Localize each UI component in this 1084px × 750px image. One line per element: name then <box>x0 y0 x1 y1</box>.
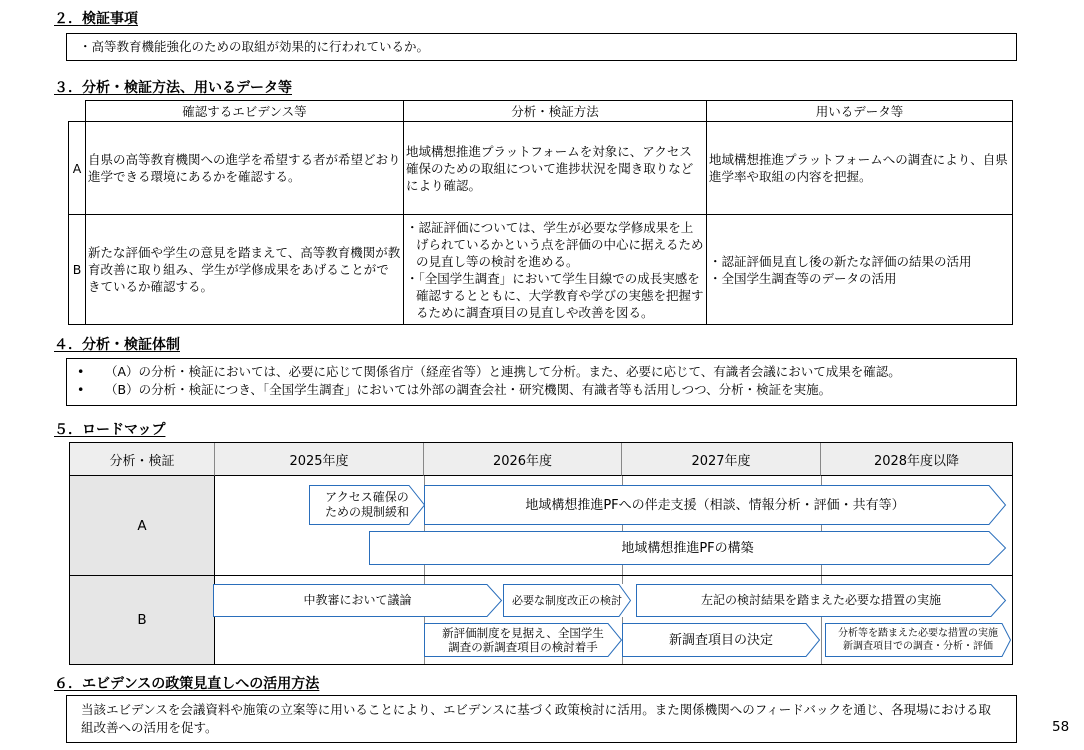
utilization-box <box>66 695 1017 743</box>
data-cell: 地域構想推進プラットフォームへの調査により、自県進学率や取組の内容を把握。 <box>707 122 1013 215</box>
row-label: A <box>69 122 86 215</box>
roadmap-arrow-b6 <box>825 623 1011 657</box>
roadmap-arrow-b2-text: 必要な制度改正の検討 <box>512 594 622 607</box>
verification-item-box <box>66 33 1017 61</box>
method-item: ・「全国学生調査」において学生目線での成長実感を確認するとともに、大学教育や学びの実態を把握するために調査項目の見直しや改善を図る。 <box>406 270 704 320</box>
data-cell <box>707 215 1013 325</box>
section-6-heading: ６．エビデンスの政策見直しへの活用方法 <box>54 676 320 692</box>
row-label: B <box>69 215 86 325</box>
corner-cell <box>69 101 86 122</box>
table-row <box>69 122 1013 215</box>
roadmap-arrow-b4 <box>424 623 622 657</box>
utilization-text: 当該エビデンスを会議資料や施策の立案等に用いることにより、エビデンスに基づく政策検討に活用。また関係機関へのフィードバックを通じ、各現場における取組改善への活用を促す。 <box>81 702 992 735</box>
method-item: ・認証評価については、学生が必要な学修成果を上げられているかという点を評価の中心に据えるための見直し等の検討を進める。 <box>406 219 704 269</box>
roadmap-row-label-a: A <box>70 476 215 575</box>
list-item: • （A）の分析・検証においては、必要に応じて関係省庁（経産省等）と連携して分析。また、必要に応じて、有識者会議において成果を確認。 <box>77 363 1006 381</box>
roadmap-arrow-b5 <box>622 623 820 657</box>
roadmap-arrow-a1-text: アクセス確保の ための規制緩和 <box>324 490 409 519</box>
section-2-heading: ２．検証事項 <box>54 11 138 27</box>
column-header: 確認するエビデンス等 <box>86 101 404 122</box>
roadmap-row-label-b: B <box>70 576 215 664</box>
roadmap-arrow-b5-text: 新調査項目の決定 <box>668 632 773 648</box>
roadmap-arrow-b1 <box>213 584 502 617</box>
roadmap-header-2025: 2025年度 <box>215 443 424 476</box>
roadmap-arrow-b2 <box>503 584 631 617</box>
evidence-cell: 自県の高等教育機関への進学を希望する者が希望どおり進学できる環境にあるかを確認する。 <box>86 122 404 215</box>
data-item: ・認証評価見直し後の新たな評価の結果の活用 <box>709 253 972 269</box>
analysis-system-box <box>66 358 1017 406</box>
roadmap-header-analysis: 分析・検証 <box>70 443 215 476</box>
roadmap-arrow-a3 <box>369 531 1006 565</box>
verification-item-text: ・高等教育機能強化のための取組が効果的に行われているか。 <box>79 39 430 54</box>
roadmap-header-2028: 2028年度以降 <box>821 443 1012 476</box>
page-number: 58 <box>1052 719 1070 735</box>
roadmap-arrow-a1 <box>309 485 425 525</box>
roadmap-header-2026: 2026年度 <box>424 443 622 476</box>
roadmap-arrow-b6-text: 分析等を踏まえた必要な措置の実施 新調査項目での調査・分析・評価 <box>838 628 998 652</box>
data-item: ・全国学生調査等のデータの活用 <box>709 270 897 286</box>
roadmap-arrow-a2 <box>424 485 1006 525</box>
roadmap-table <box>69 442 1013 665</box>
table-header-row <box>69 101 1013 122</box>
roadmap-header-2027: 2027年度 <box>622 443 821 476</box>
section-4-heading: ４．分析・検証体制 <box>54 337 180 353</box>
evidence-table <box>68 100 1013 325</box>
roadmap-arrow-b1-text: 中教審において議論 <box>303 593 412 607</box>
table-row <box>69 215 1013 325</box>
section-5-heading: ５．ロードマップ <box>54 422 166 438</box>
method-cell: 地域構想推進プラットフォームを対象に、アクセス確保のための取組について進捗状況を聞き取りなどにより確認。 <box>404 122 707 215</box>
column-header: 用いるデータ等 <box>707 101 1013 122</box>
roadmap-arrow-b3 <box>636 584 1006 617</box>
list-item: • （B）の分析・検証につき、「全国学生調査」においては外部の調査会社・研究機関、有識者等も活用しつつ、分析・検証を実施。 <box>77 381 1006 399</box>
column-header: 分析・検証方法 <box>404 101 707 122</box>
roadmap-arrow-a2-text: 地域構想推進PFへの伴走支援（相談、情報分析・評価・共有等） <box>525 497 905 513</box>
roadmap-arrow-b4-text: 新評価制度を見据え、全国学生 調査の新調査項目の検討着手 <box>442 626 604 654</box>
section-3-heading: ３．分析・検証方法、用いるデータ等 <box>54 80 292 96</box>
evidence-cell: 新たな評価や学生の意見を踏まえて、高等教育機関が教育改善に取り組み、学生が学修成果をあげることができているか確認する。 <box>86 215 404 325</box>
method-cell <box>404 215 707 325</box>
roadmap-arrow-b3-text: 左記の検討結果を踏まえた必要な措置の実施 <box>700 593 941 607</box>
roadmap-arrow-a3-text: 地域構想推進PFの構築 <box>621 540 754 556</box>
